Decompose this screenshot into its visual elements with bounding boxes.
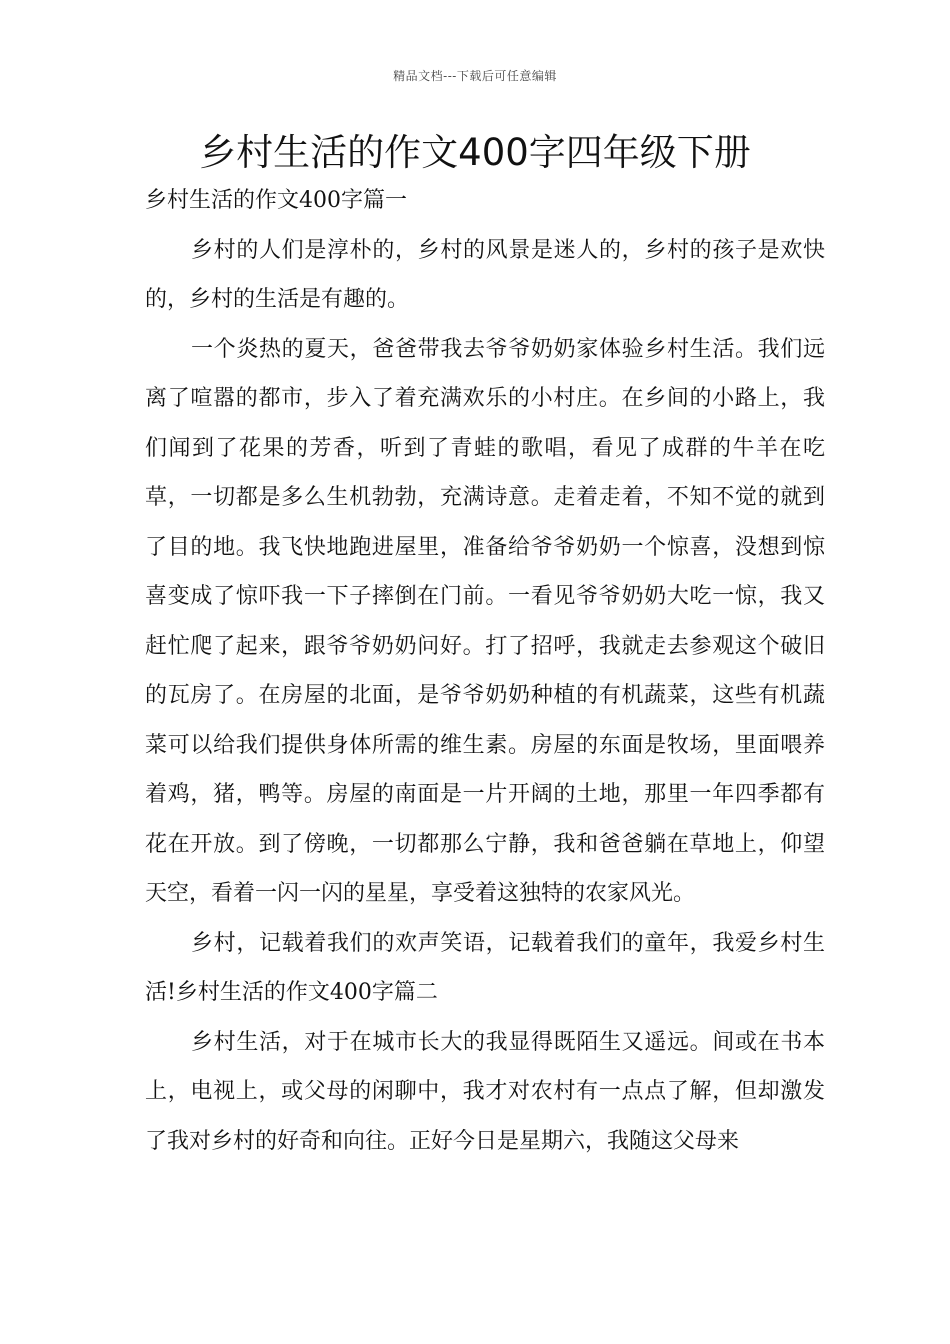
header-note: 精品文档---下载后可任意编辑 — [393, 69, 557, 83]
section-heading: 乡村生活的作文400字篇一 — [145, 188, 407, 213]
paragraph: 一个炎热的夏天，爸爸带我去爷爷奶奶家体验乡村生活。我们远离了喧嚣的都市，步入了着充满欢乐的小村庄。在乡间的小路上，我们闻到了花果的芳香，听到了青蛙的歌唱，看见了成群的牛羊在吃草，一切都是多么生机勃勃，充满诗意。走着走着，不知不觉的就到了目的地。我飞快地跑进屋里，准备给爷爷奶奶一个惊喜，没想到惊喜变成了惊吓我一下子摔倒在门前。一看见爷爷奶奶大吃一惊，我又赶忙爬了起来，跟爷爷奶奶问好。打了招呼，我就走去参观这个破旧的瓦房了。在房屋的北面，是爷爷奶奶种植的有机蔬菜，这些有机蔬菜可以给我们提供身体所需的维生素。房屋的东面是牧场，里面喂养着鸡，猪，鸭等。房屋的南面是一片开阔的土地，那里一年四季都有花在开放。到了傍晚，一切都那么宁静，我和爸爸躺在草地上，仰望天空，看着一闪一闪的星星，享受着这独特的农家风光。 — [145, 336, 825, 906]
document-title: 乡村生活的作文400字四年级下册 — [199, 131, 751, 174]
paragraph: 乡村生活，对于在城市长大的我显得既陌生又遥远。间或在书本上，电视上，或父母的闲聊中，我才对农村有一点点了解，但却激发了我对乡村的好奇和向往。正好今日是星期六，我随这父母来 — [145, 1029, 825, 1154]
paragraph: 乡村，记载着我们的欢声笑语，记载着我们的童年，我爱乡村生活!乡村生活的作文400字篇二 — [145, 930, 825, 1005]
paragraph: 乡村的人们是淳朴的，乡村的风景是迷人的，乡村的孩子是欢快的，乡村的生活是有趣的。 — [145, 237, 825, 312]
document-body — [145, 176, 825, 1166]
